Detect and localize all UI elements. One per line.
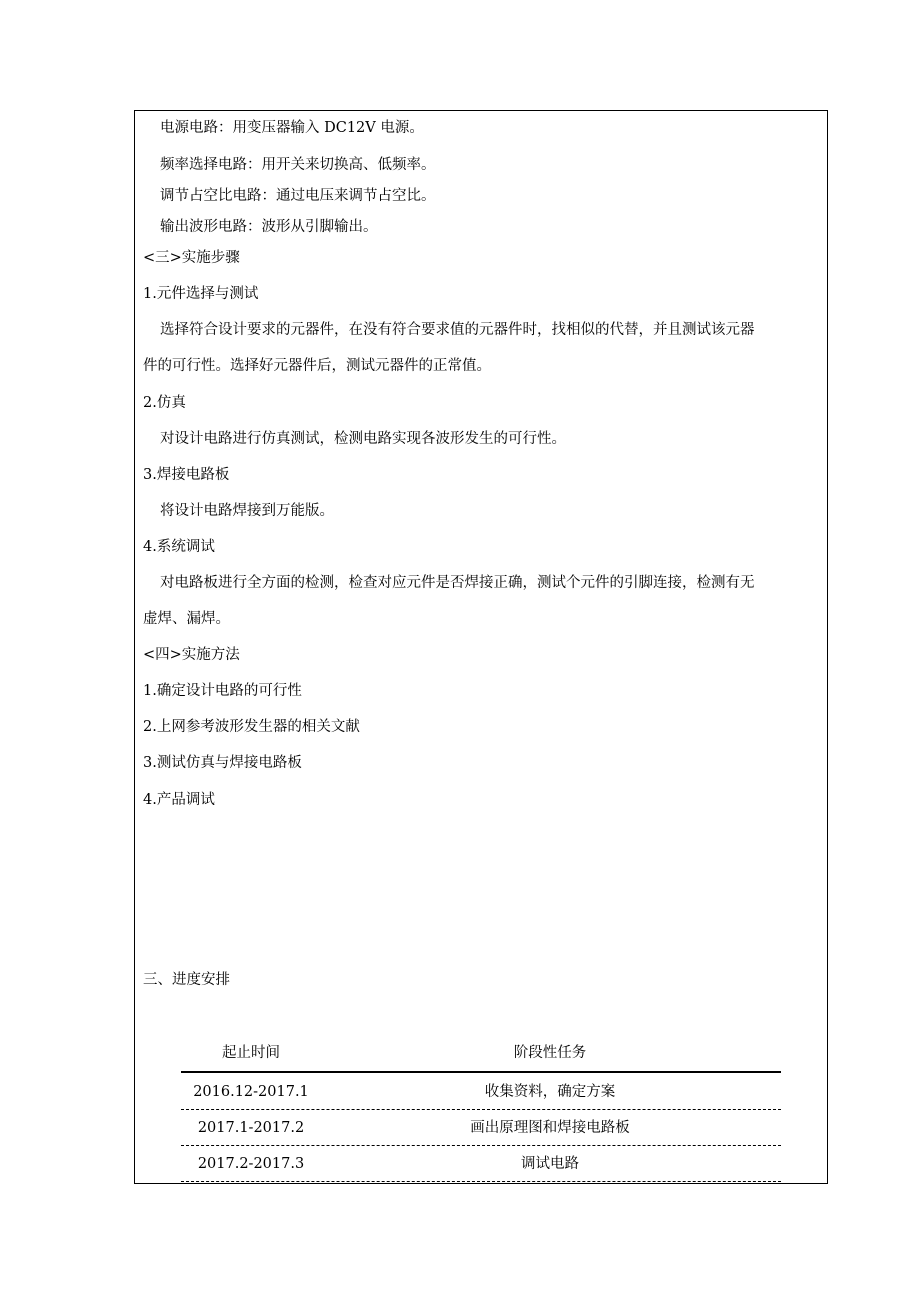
- schedule-row-rule: [181, 1145, 781, 1146]
- power-circuit-text: 电源电路：用变压器输入 DC12V 电源。: [160, 120, 424, 136]
- method-item: 1.确定设计电路的可行性: [143, 683, 302, 699]
- schedule-row-time: 2017.1-2017.2: [197, 1120, 305, 1136]
- schedule-row-time: 2016.12-2017.1: [193, 1084, 309, 1100]
- schedule-row-rule: [181, 1181, 781, 1182]
- output-circuit-text: 输出波形电路：波形从引脚输出。: [160, 219, 378, 235]
- schedule-row-task: 收集资料，确定方案: [484, 1084, 616, 1100]
- step4-text-line1: 对电路板进行全方面的检测，检查对应元件是否焊接正确，测试个元件的引脚连接，检测有无: [160, 575, 755, 591]
- step3-heading: 3.焊接电路板: [143, 467, 230, 483]
- schedule-row-task: 画出原理图和焊接电路板: [470, 1120, 630, 1136]
- step2-heading: 2.仿真: [143, 395, 186, 411]
- step1-heading: 1.元件选择与测试: [143, 286, 259, 302]
- schedule-heading: 三、进度安排: [143, 972, 230, 988]
- step1-text-line2: 件的可行性。选择好元器件后，测试元器件的正常值。: [143, 358, 491, 374]
- schedule-header-rule: [181, 1071, 781, 1073]
- methods-heading: <四>实施方法: [143, 647, 240, 663]
- schedule-col-time: 起止时间: [222, 1045, 280, 1061]
- step4-heading: 4.系统调试: [143, 539, 215, 555]
- schedule-col-task: 阶段性任务: [513, 1045, 587, 1061]
- method-item: 2.上网参考波形发生器的相关文献: [143, 719, 360, 735]
- schedule-row-time: 2017.2-2017.3: [197, 1156, 305, 1172]
- schedule-row-rule: [181, 1109, 781, 1110]
- step3-text: 将设计电路焊接到万能版。: [160, 503, 334, 519]
- steps-heading: <三>实施步骤: [143, 250, 240, 266]
- freq-circuit-text: 频率选择电路：用开关来切换高、低频率。: [160, 157, 436, 173]
- schedule-row-task: 调试电路: [521, 1156, 579, 1172]
- step2-text: 对设计电路进行仿真测试，检测电路实现各波形发生的可行性。: [160, 431, 566, 447]
- step4-text-line2: 虚焊、漏焊。: [143, 611, 230, 627]
- step1-text-line1: 选择符合设计要求的元器件，在没有符合要求值的元器件时，找相似的代替，并且测试该元器: [160, 322, 755, 338]
- method-item: 4.产品调试: [143, 792, 215, 808]
- duty-circuit-text: 调节占空比电路：通过电压来调节占空比。: [160, 188, 436, 204]
- method-item: 3.测试仿真与焊接电路板: [143, 755, 302, 771]
